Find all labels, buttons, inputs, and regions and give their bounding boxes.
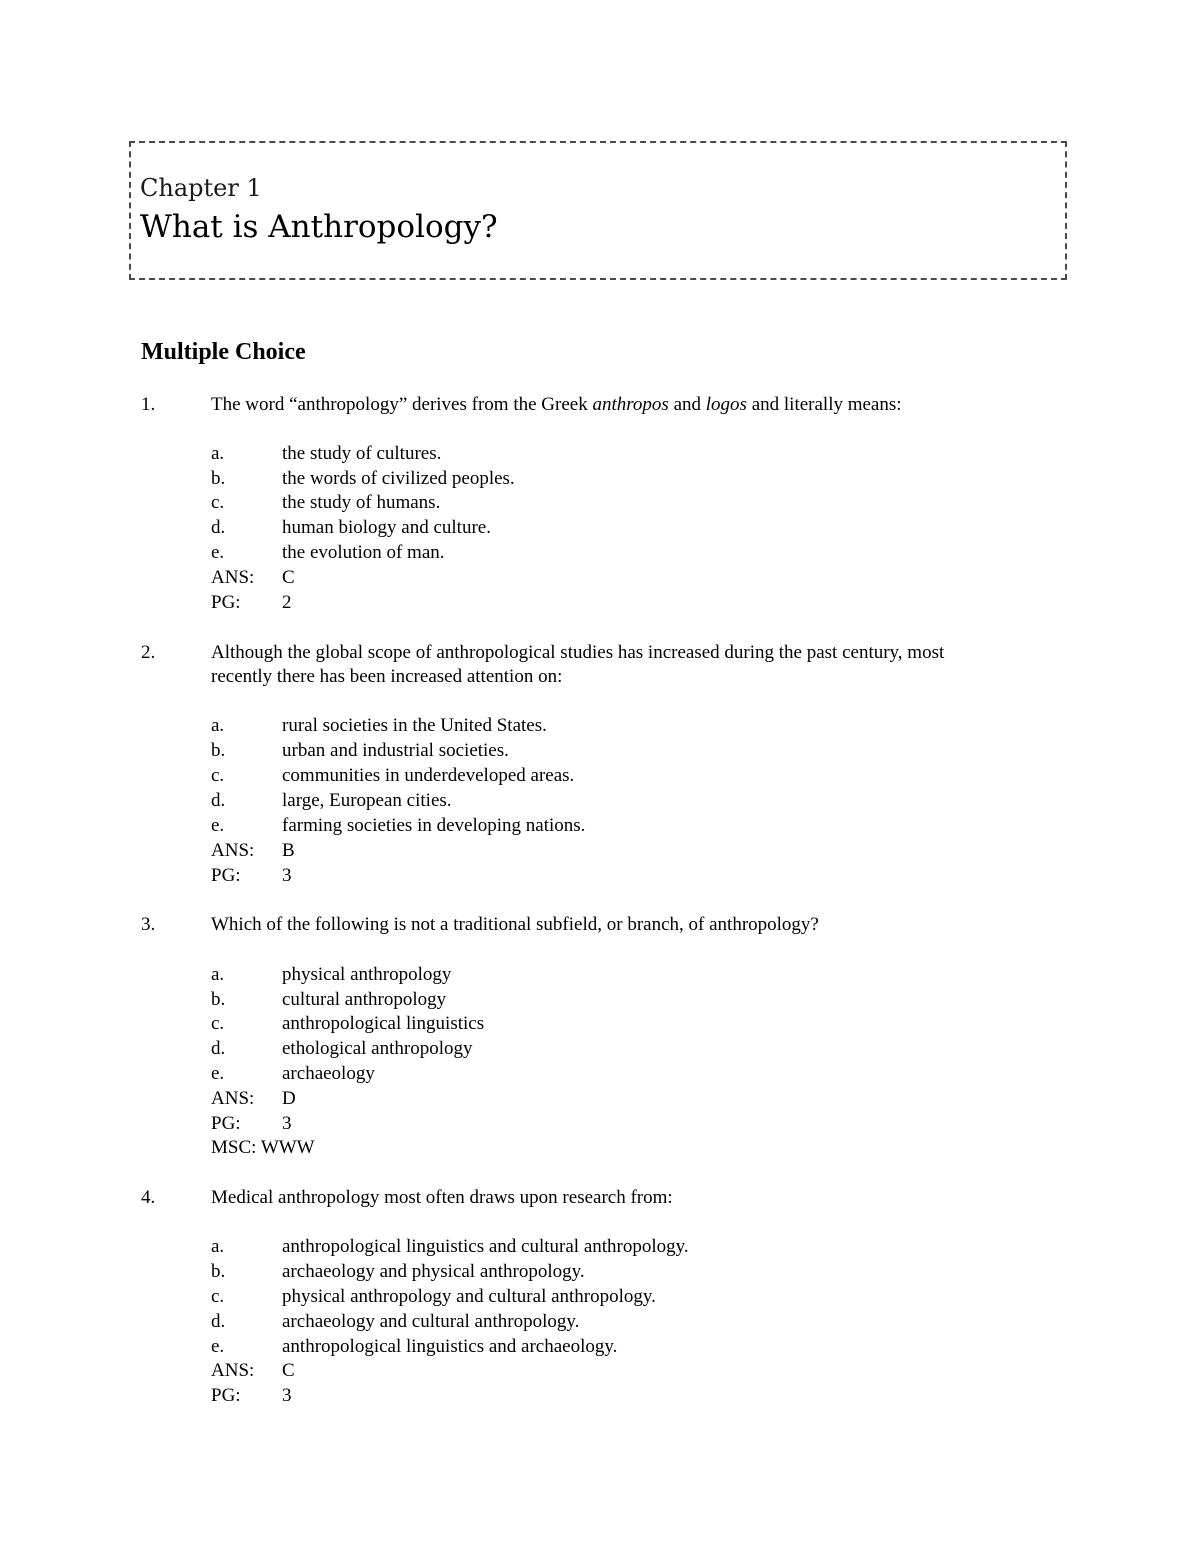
question-text: Which of the following is not a traditional subfield, or branch, of anthropology? [211,914,819,935]
option-text: physical anthropology [282,964,452,985]
option-letter: b. [211,468,226,489]
answer-value: C [282,1360,295,1381]
option-text: ethological anthropology [282,1038,473,1059]
page-value: 3 [282,865,292,886]
option-letter: a. [211,443,225,464]
option-text: the words of civilized peoples. [282,468,515,489]
answer-label: ANS: [211,1088,255,1109]
option-letter: a. [211,964,225,985]
option-text: the study of cultures. [282,443,442,464]
option-letter: e. [211,1063,225,1084]
option-text: archaeology [282,1063,375,1084]
option-letter: a. [211,715,225,736]
option-text: large, European cities. [282,790,452,811]
option-text: the evolution of man. [282,542,445,563]
page-value: 2 [282,592,292,613]
option-letter: d. [211,1311,226,1332]
misc-tag: MSC: WWW [211,1137,315,1158]
question-number: 4. [141,1187,156,1208]
option-letter: b. [211,740,226,761]
question-text: Medical anthropology most often draws upon research from: [211,1187,673,1208]
option-letter: e. [211,815,225,836]
question-number: 2. [141,642,156,663]
page-label: PG: [211,1385,241,1406]
answer-value: C [282,567,295,588]
page-value: 3 [282,1113,292,1134]
section-heading: Multiple Choice [141,339,306,365]
option-text: farming societies in developing nations. [282,815,586,836]
option-letter: e. [211,542,225,563]
option-letter: c. [211,492,225,513]
answer-value: B [282,840,295,861]
option-text: rural societies in the United States. [282,715,547,736]
option-letter: b. [211,989,226,1010]
option-text: archaeology and cultural anthropology. [282,1311,580,1332]
chapter-title: What is Anthropology? [140,209,498,245]
option-letter: d. [211,517,226,538]
option-letter: b. [211,1261,226,1282]
option-text: urban and industrial societies. [282,740,509,761]
page-value: 3 [282,1385,292,1406]
chapter-label: Chapter 1 [140,174,262,202]
answer-value: D [282,1088,296,1109]
option-text: physical anthropology and cultural anthropology. [282,1286,656,1307]
option-letter: a. [211,1236,225,1257]
question-text: Although the global scope of anthropological studies has increased during the past century, most [211,642,945,663]
page-label: PG: [211,865,241,886]
question-text: The word “anthropology” derives from the Greek anthropos and logos and literally means: [211,394,902,415]
answer-label: ANS: [211,567,255,588]
option-text: human biology and culture. [282,517,491,538]
option-text: anthropological linguistics and cultural anthropology. [282,1236,689,1257]
option-text: anthropological linguistics [282,1013,485,1034]
option-letter: c. [211,765,225,786]
page-label: PG: [211,1113,241,1134]
option-text: the study of humans. [282,492,441,513]
answer-label: ANS: [211,840,255,861]
question-number: 1. [141,394,156,415]
question-number: 3. [141,914,156,935]
option-letter: c. [211,1013,225,1034]
option-letter: c. [211,1286,225,1307]
question-text-continued: recently there has been increased attention on: [211,666,563,687]
option-letter: e. [211,1336,225,1357]
answer-label: ANS: [211,1360,255,1381]
option-text: cultural anthropology [282,989,447,1010]
option-text: communities in underdeveloped areas. [282,765,575,786]
option-text: archaeology and physical anthropology. [282,1261,585,1282]
page-label: PG: [211,592,241,613]
option-letter: d. [211,1038,226,1059]
option-text: anthropological linguistics and archaeology. [282,1336,618,1357]
option-letter: d. [211,790,226,811]
